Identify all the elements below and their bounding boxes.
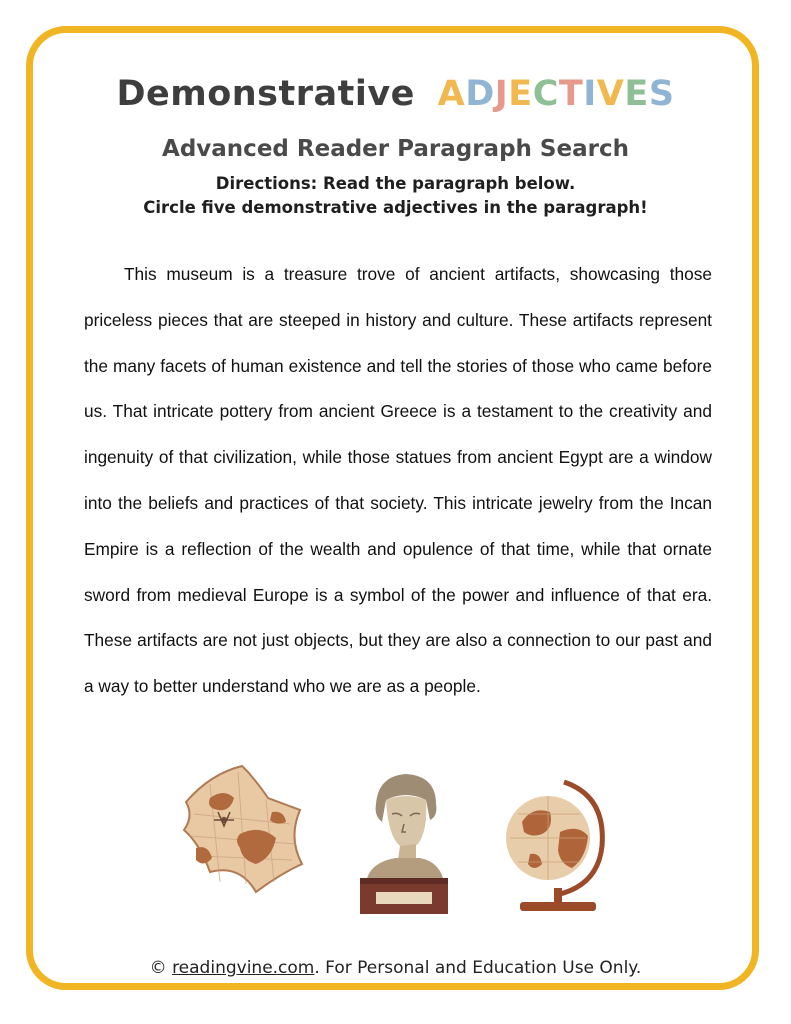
title-letter: C: [532, 74, 559, 114]
title-letter: E: [624, 74, 649, 114]
directions-line-1: Directions: Read the paragraph below.: [215, 174, 576, 193]
title-word-adjectives: [438, 74, 675, 114]
title-letter: J: [494, 74, 509, 114]
bust-statue-icon: [356, 770, 452, 916]
readingvine-link[interactable]: readingvine.com: [172, 958, 315, 978]
title-letter: I: [583, 74, 597, 114]
worksheet-subtitle: Advanced Reader Paragraph Search: [162, 136, 629, 162]
directions-line-2: Circle five demonstrative adjectives in the paragraph!: [143, 198, 648, 217]
page-title: [0, 74, 791, 114]
globe-icon: [502, 776, 608, 916]
footer-copyright-prefix: ©: [149, 958, 173, 978]
title-letter: T: [558, 74, 584, 114]
title-letter: A: [437, 74, 466, 114]
footer-copyright: [0, 958, 791, 978]
reading-paragraph: This museum is a treasure trove of ancient artifacts, showcasing those priceless pieces that are steeped in history and culture. These artifacts represent the many facets of human existence and tell the stories of those who came before us. That intricate pottery from ancient Greece is a testament to the creativity and ingenuity of that civilization, while those statues from ancient Egypt are a window into the beliefs and practices of that society. This intricate jewelry from the Incan Empire is a reflection of the wealth and opulence of that time, while that ornate sword from medieval Europe is a symbol of the power and influence of that era. These artifacts are not just objects, but they are also a connection to our past and a way to better understand who we are as a people.: [84, 264, 712, 697]
footer-usage-note: . For Personal and Education Use Only.: [314, 958, 642, 978]
title-letter: D: [465, 74, 495, 114]
title-word-demonstrative: Demonstrative: [116, 74, 415, 114]
title-letter: S: [648, 74, 675, 114]
directions: [0, 172, 791, 220]
title-letter: E: [508, 74, 533, 114]
map-icon: [180, 764, 308, 894]
title-letter: V: [596, 74, 625, 114]
